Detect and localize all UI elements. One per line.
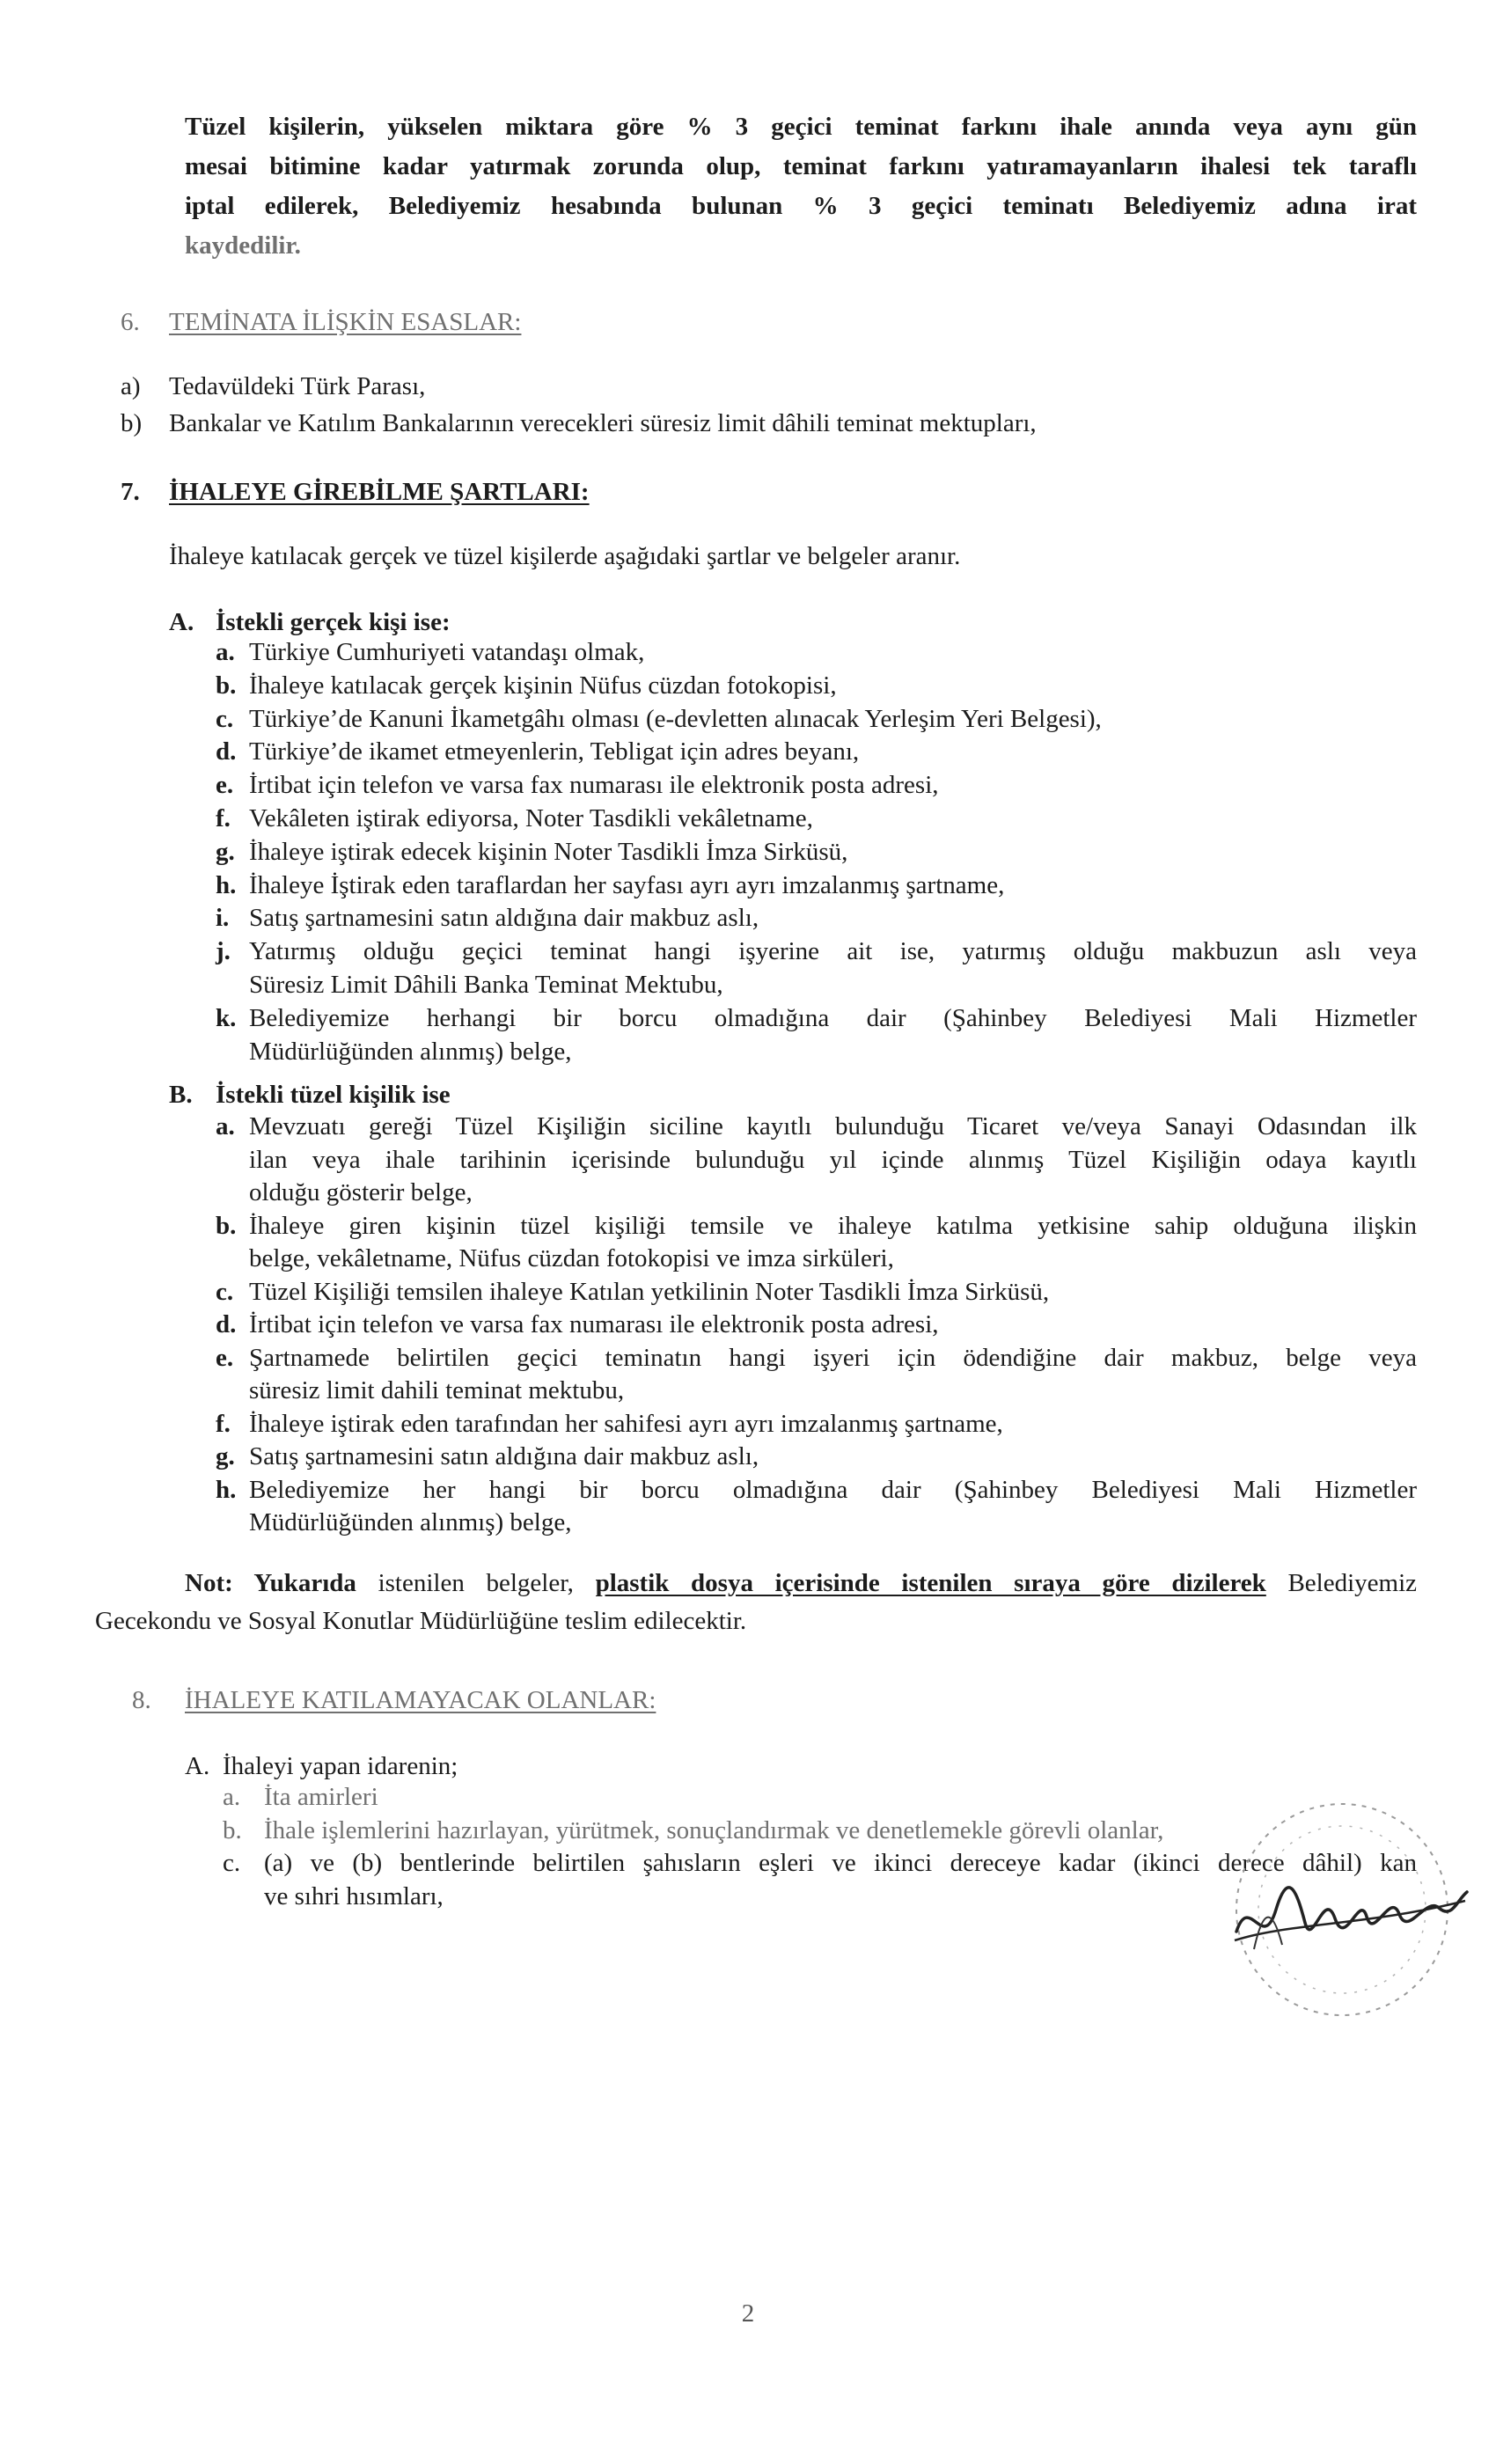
list-item-label: i. [216,904,230,933]
s7-B-label: B. [169,1081,193,1109]
section-8-title: İHALEYE KATILAMAYACAK OLANLAR: [185,1686,656,1714]
list-item-label: g. [216,1442,235,1470]
s7-A-title: İstekli gerçek kişi ise: [216,608,451,636]
list-item-line: Vekâleten iştirak ediyorsa, Noter Tasdikli vekâletname, [249,804,813,832]
list-item-label: k. [216,1003,237,1032]
list-item-line: süresiz limit dahili teminat mektubu, [249,1376,625,1404]
list-item-label: b. [216,1211,237,1240]
note-line-1 [185,1566,1417,1600]
list-item-label: b. [216,671,237,700]
list-item-label: f. [216,1409,231,1438]
list-item-line: olduğu gösterir belge, [249,1178,473,1206]
list-item-label: d. [216,737,237,766]
list-item-label: c. [216,1277,234,1306]
list-item-label: a. [216,1112,235,1140]
list-item-line: Türkiye’de ikamet etmeyenlerin, Tebligat için adres beyanı, [249,737,860,766]
list-item-label: h. [216,1475,237,1504]
list-item-line: Belediyemize herhangi bir borcu olmadığına dair (Şahinbey Belediyesi Mali Hizmetler [249,1003,1417,1032]
list-item-line: ve sıhri hısımları, [264,1881,444,1910]
list-item-line: İhaleye iştirak edecek kişinin Noter Tasdikli İmza Sirküsü, [249,837,848,866]
list-item-line: Süresiz Limit Dâhili Banka Teminat Mektubu, [249,971,723,999]
list-item-line: Müdürlüğünden alınmış) belge, [249,1508,572,1536]
list-item-label: c. [216,704,234,733]
list-item-line: (a) ve (b) bentlerinde belirtilen şahısların eşleri ve ikinci dereceye kadar (ikinci derece dâhil) kan [264,1849,1417,1877]
list-item-label: f. [216,804,231,832]
list-item-label: e. [216,1343,234,1372]
s7-A-label: A. [169,608,194,636]
s6-item-a-text: Tedavüldeki Türk Parası, [169,372,426,400]
note-suffix: Belediyemiz [1265,1569,1417,1597]
list-item-label: b. [223,1815,242,1844]
list-item-label: j. [216,937,231,966]
list-item-line: Türkiye’de Kanuni İkametgâhı olması (e-devletten alınacak Yerleşim Yeri Belgesi), [249,704,1102,733]
list-item-line: Belediyemize her hangi bir borcu olmadığına dair (Şahinbey Belediyesi Mali Hizmetler [249,1475,1417,1504]
s6-item-b-text: Bankalar ve Katılım Bankalarının verecekleri süresiz limit dâhili teminat mektupları, [169,409,1037,437]
note-line-2: Gecekondu ve Sosyal Konutlar Müdürlüğüne teslim edilecektir. [95,1607,747,1635]
list-item-line: İhaleye İştirak eden taraflardan her sayfası ayrı ayrı imzalanmış şartname, [249,870,1005,899]
list-item-line: İhaleye katılacak gerçek kişinin Nüfus cüzdan fotokopisi, [249,671,837,700]
list-item-line: İhaleye giren kişinin tüzel kişiliği temsile ve ihaleye katılma yetkisine sahip olduğuna ilişkin [249,1211,1417,1240]
list-item-label: g. [216,837,235,866]
intro-line-2: mesai bitimine kadar yatırmak zorunda olup, teminat farkını yatıramayanların ihalesi tek taraflı [185,152,1417,180]
note-middle: istenilen belgeler, [356,1569,596,1597]
note-prefix: Not: Yukarıda [185,1569,356,1597]
section-8-number: 8. [132,1686,151,1714]
signature-icon [1210,1778,1474,2042]
list-item-label: a. [223,1783,241,1811]
intro-line-4: kaydedilir. [185,231,301,260]
list-item-line: Türkiye Cumhuriyeti vatandaşı olmak, [249,638,645,666]
list-item-label: e. [216,771,234,800]
list-item-line: Satış şartnamesini satın aldığına dair makbuz aslı, [249,1442,759,1470]
list-item-label: h. [216,870,237,899]
page-number: 2 [741,2299,755,2328]
intro-line-3: iptal edilerek, Belediyemiz hesabında bulunan % 3 geçici teminatı Belediyemiz adına irat [185,192,1417,220]
note-underlined: plastik dosya içerisinde istenilen sıraya göre dizilerek [595,1569,1266,1597]
list-item-line: belge, vekâletname, Nüfus cüzdan fotokopisi ve imza sirküleri, [249,1244,894,1272]
section-6-number: 6. [121,308,140,336]
list-item-label: a. [216,638,235,666]
list-item-line: İrtibat için telefon ve varsa fax numarası ile elektronik posta adresi, [249,1310,939,1338]
list-item-line: Satış şartnamesini satın aldığına dair makbuz aslı, [249,904,759,933]
list-item-line: Yatırmış olduğu geçici teminat hangi işyerine ait ise, yatırmış olduğu makbuzun aslı veya [249,937,1417,966]
list-item-line: Tüzel Kişiliği temsilen ihaleye Katılan yetkilinin Noter Tasdikli İmza Sirküsü, [249,1277,1050,1306]
s8-A-label: A. [185,1752,210,1780]
list-item-line: Şartnamede belirtilen geçici teminatın hangi işyeri için ödendiğine dair makbuz, belge veya [249,1343,1417,1372]
section-7-intro: İhaleye katılacak gerçek ve tüzel kişilerde aşağıdaki şartlar ve belgeler aranır. [169,542,961,570]
list-item-line: ilan veya ihale tarihinin içerisinde bulunduğu yıl içinde alınmış Tüzel Kişiliğin odaya kayıtlı [249,1145,1417,1174]
section-7-title: İHALEYE GİREBİLME ŞARTLARI: [169,478,590,506]
section-6-title: TEMİNATA İLİŞKİN ESASLAR: [169,308,522,336]
s6-item-a-label: a) [121,372,141,400]
list-item-label: c. [223,1849,241,1877]
list-item-label: d. [216,1310,237,1338]
intro-line-1: Tüzel kişilerin, yükselen miktara göre % 3 geçici teminat farkını ihale anında veya aynı gün [185,113,1417,141]
signature-stamp [1210,1778,1474,2042]
list-item-line: İta amirleri [264,1783,378,1811]
list-item-line: İhale işlemlerini hazırlayan, yürütmek, sonuçlandırmak ve denetlemekle görevli olanlar, [264,1815,1164,1844]
section-7-number: 7. [121,478,140,506]
s7-B-title: İstekli tüzel kişilik ise [216,1081,451,1109]
list-item-line: Mevzuatı gereği Tüzel Kişiliğin siciline kayıtlı bulunduğu Ticaret ve/veya Sanayi Odasından ilk [249,1112,1417,1140]
s6-item-b-label: b) [121,409,143,437]
list-item-line: İhaleye iştirak eden tarafından her sahifesi ayrı ayrı imzalanmış şartname, [249,1409,1003,1438]
list-item-line: İrtibat için telefon ve varsa fax numarası ile elektronik posta adresi, [249,771,939,800]
s8-A-text: İhaleyi yapan idarenin; [223,1752,458,1780]
list-item-line: Müdürlüğünden alınmış) belge, [249,1037,572,1066]
